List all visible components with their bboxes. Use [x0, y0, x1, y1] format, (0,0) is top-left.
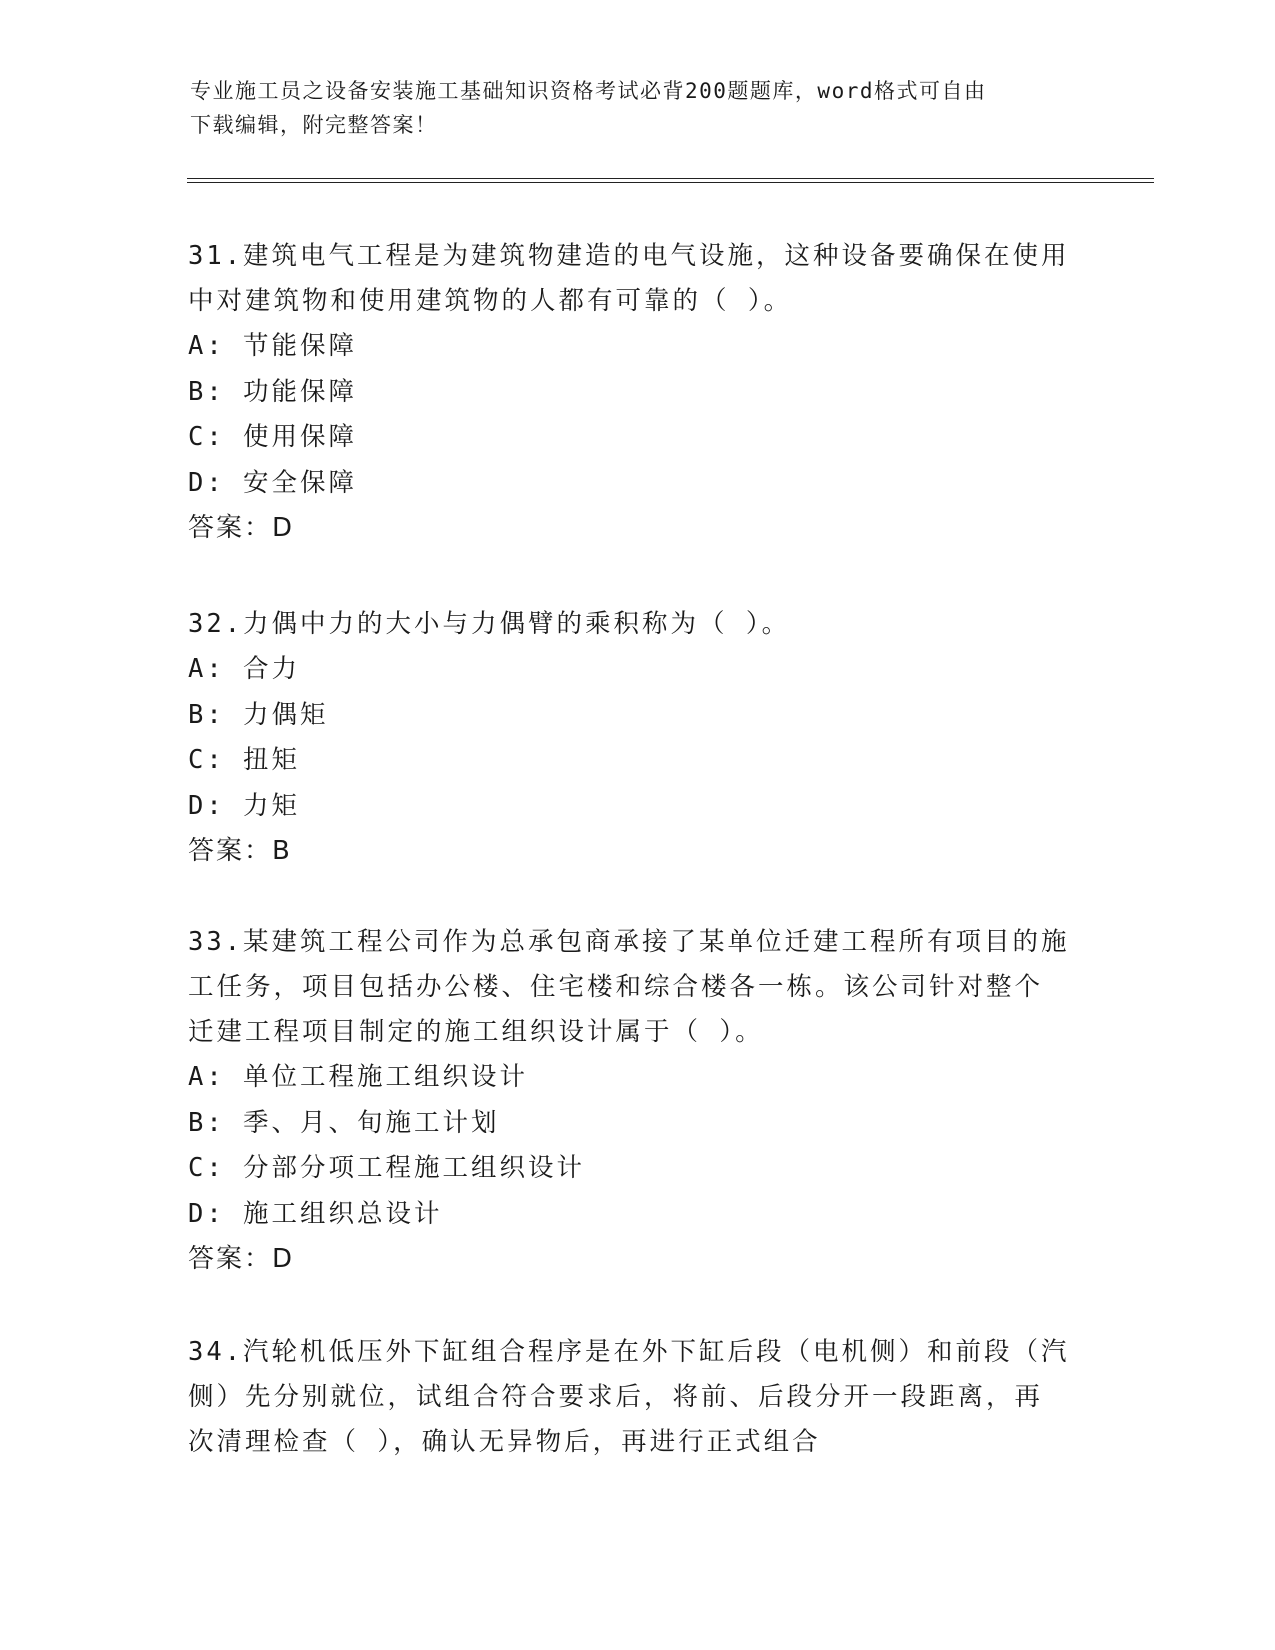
option-b: B: 功能保障	[188, 376, 358, 407]
answer-line: 答案：D	[188, 1244, 295, 1274]
option-a: A: 单位工程施工组织设计	[188, 1062, 529, 1092]
option-d: D: 施工组织总设计	[188, 1198, 443, 1229]
question-stem-line: 迁建工程项目制定的施工组织设计属于（ ）。	[188, 1017, 764, 1047]
question-stem-line: 次清理检查（ ），确认无异物后，再进行正式组合	[188, 1427, 821, 1457]
question-stem-line: 侧）先分别就位，试组合符合要求后，将前、后段分开一段距离，再	[188, 1382, 1044, 1412]
question-stem-line: 32.力偶中力的大小与力偶臂的乘积称为（ ）。	[188, 609, 791, 639]
option-d: D: 力矩	[188, 790, 301, 821]
option-b: B: 力偶矩	[188, 699, 329, 730]
option-c: C: 扭矩	[188, 745, 301, 775]
question-stem-line: 34.汽轮机低压外下缸组合程序是在外下缸后段（电机侧）和前段（汽	[188, 1337, 1070, 1367]
option-c: C: 使用保障	[188, 422, 358, 452]
question-stem-line: 工任务，项目包括办公楼、住宅楼和综合楼各一栋。该公司针对整个	[188, 972, 1044, 1002]
question-stem-line: 31.建筑电气工程是为建筑物建造的电气设施，这种设备要确保在使用	[188, 241, 1070, 271]
question-33	[188, 920, 1088, 1282]
option-a: A: 节能保障	[188, 331, 358, 361]
answer-line: 答案：B	[188, 836, 292, 866]
answer-line: 答案：D	[188, 513, 295, 543]
option-d: D: 安全保障	[188, 467, 358, 498]
header-divider-top	[187, 178, 1154, 179]
question-31	[188, 234, 1088, 551]
option-c: C: 分部分项工程施工组织设计	[188, 1153, 586, 1183]
option-a: A: 合力	[188, 654, 301, 684]
header-divider-bottom	[187, 182, 1154, 183]
question-34	[188, 1330, 1088, 1465]
question-stem-line: 33.某建筑工程公司作为总承包商承接了某单位迁建工程所有项目的施	[188, 927, 1070, 957]
question-32	[188, 602, 1088, 874]
question-stem-line: 中对建筑物和使用建筑物的人都有可靠的（ ）。	[188, 286, 793, 316]
document-header	[190, 74, 1090, 142]
header-line-2: 下载编辑，附完整答案！	[190, 113, 438, 137]
option-b: B: 季、月、旬施工计划	[188, 1107, 500, 1138]
header-line-1: 专业施工员之设备安装施工基础知识资格考试必背200题题库，word格式可自由	[190, 79, 987, 103]
